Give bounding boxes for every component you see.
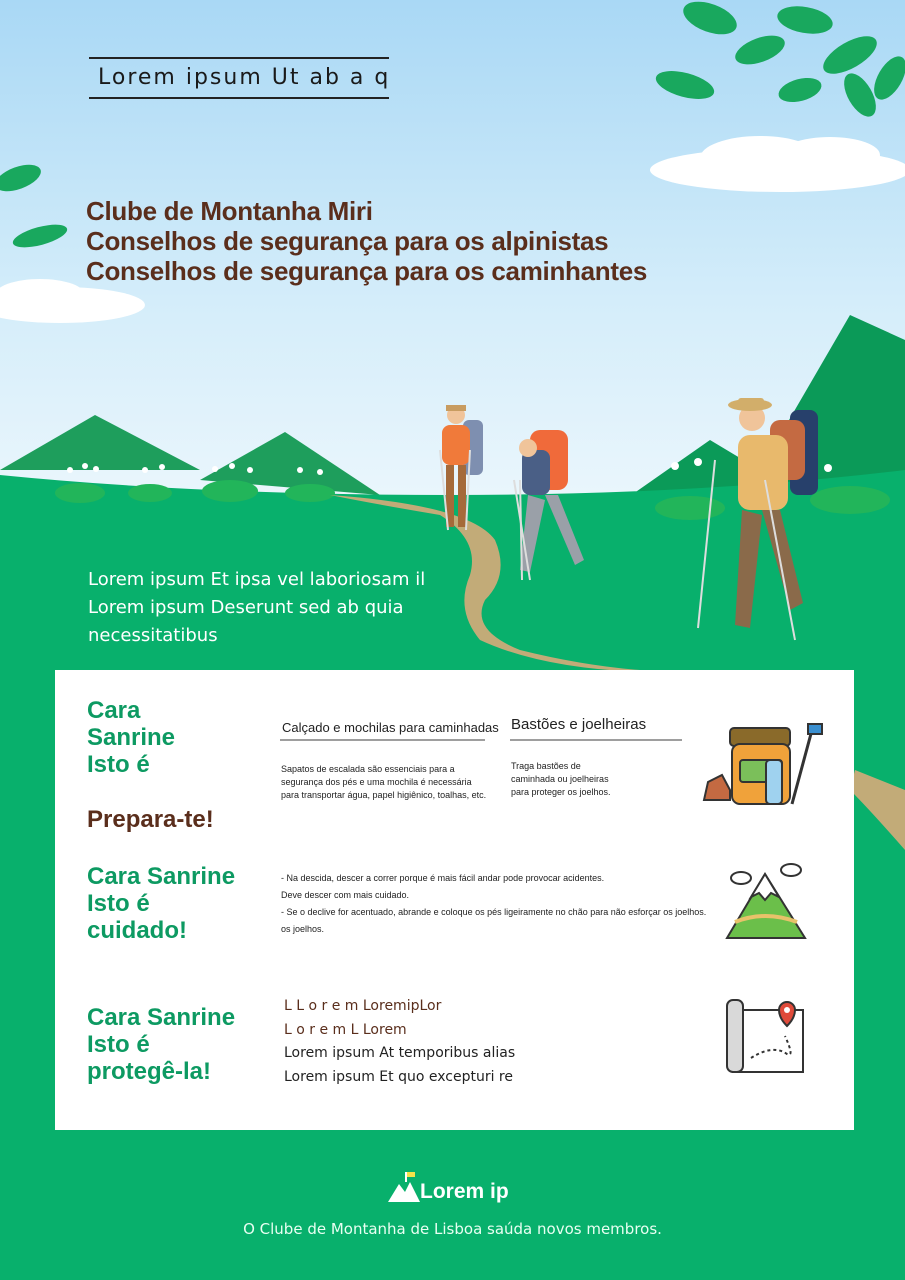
- text-line: segurança dos pés e uma mochila é necessária: [281, 777, 472, 787]
- logo-text: Lorem ip: [420, 1180, 509, 1203]
- title-line: Conselhos de segurança para os caminhantes: [86, 256, 648, 286]
- text-line: para proteger os joelhos.: [511, 787, 611, 797]
- text-line: L L o r e m LoremipLor: [284, 998, 442, 1014]
- column-text: [511, 760, 611, 799]
- section-title: [87, 697, 175, 778]
- section-title-line: Cara: [87, 697, 141, 724]
- text-line: Traga bastões de: [511, 761, 581, 771]
- section-title-line: Sanrine: [87, 724, 176, 751]
- column-heading: Bastões e joelheiras: [511, 716, 647, 733]
- tips-card: [55, 670, 854, 1130]
- top-label: Lorem ipsum Ut ab a q: [98, 65, 391, 90]
- intro-line: necessitatibus: [88, 625, 218, 646]
- list-item: Deve descer com mais cuidado.: [281, 890, 410, 900]
- list-item: - Se o declive for acentuado, abrande e coloque os pés ligeiramente no chão para não esforçar os joelhos.: [281, 907, 707, 917]
- section-subtitle: Prepara-te!: [87, 806, 214, 833]
- section-title-line: Isto é: [87, 751, 150, 778]
- title-line: Conselhos de segurança para os alpinistas: [86, 226, 609, 256]
- section-title-line: cuidado!: [87, 917, 187, 944]
- column-heading: Calçado e mochilas para caminhadas: [282, 720, 499, 735]
- list-item: - Na descida, descer a correr porque é mais fácil andar pode provocar acidentes.: [281, 873, 605, 883]
- text-line: Sapatos de escalada são essenciais para a: [281, 764, 455, 774]
- backpack-gear-icon: [700, 720, 830, 810]
- text-line: Lorem ipsum Et quo excepturi re: [284, 1068, 513, 1085]
- mountain-logo-icon: [387, 1170, 421, 1204]
- intro-line: Lorem ipsum Deserunt sed ab quia: [88, 597, 404, 618]
- text-line: caminhada ou joelheiras: [511, 774, 609, 784]
- section-title: [87, 1004, 235, 1085]
- title-line: Clube de Montanha Miri: [86, 196, 373, 226]
- map-pin-icon: [723, 996, 809, 1078]
- section-title: [87, 863, 235, 944]
- section-title-line: Isto é: [87, 1031, 150, 1058]
- tips-list: [281, 870, 707, 938]
- page-title: [86, 196, 647, 286]
- footer-logo: [387, 1170, 509, 1206]
- mountain-icon: [721, 860, 811, 942]
- intro-text: [88, 566, 458, 650]
- section-title-line: protegê-la!: [87, 1058, 212, 1085]
- divider: [280, 739, 485, 741]
- text-line: Lorem ipsum At temporibus alias: [284, 1045, 516, 1061]
- section-title-line: Cara Sanrine: [87, 863, 236, 890]
- section-title-line: Isto é: [87, 890, 150, 917]
- list-item: os joelhos.: [281, 924, 325, 934]
- column-text: [281, 763, 486, 802]
- top-label-box: [89, 57, 389, 99]
- footer-tagline: O Clube de Montanha de Lisboa saúda novos membros.: [243, 1220, 662, 1238]
- intro-line: Lorem ipsum Et ipsa vel laboriosam il: [88, 569, 426, 590]
- section-text: [284, 995, 515, 1089]
- section-title-line: Cara Sanrine: [87, 1004, 236, 1031]
- text-line: para transportar água, papel higiênico, toalhas, etc.: [281, 790, 487, 800]
- text-line: L o r e m L Lorem: [284, 1021, 407, 1038]
- divider: [510, 739, 682, 741]
